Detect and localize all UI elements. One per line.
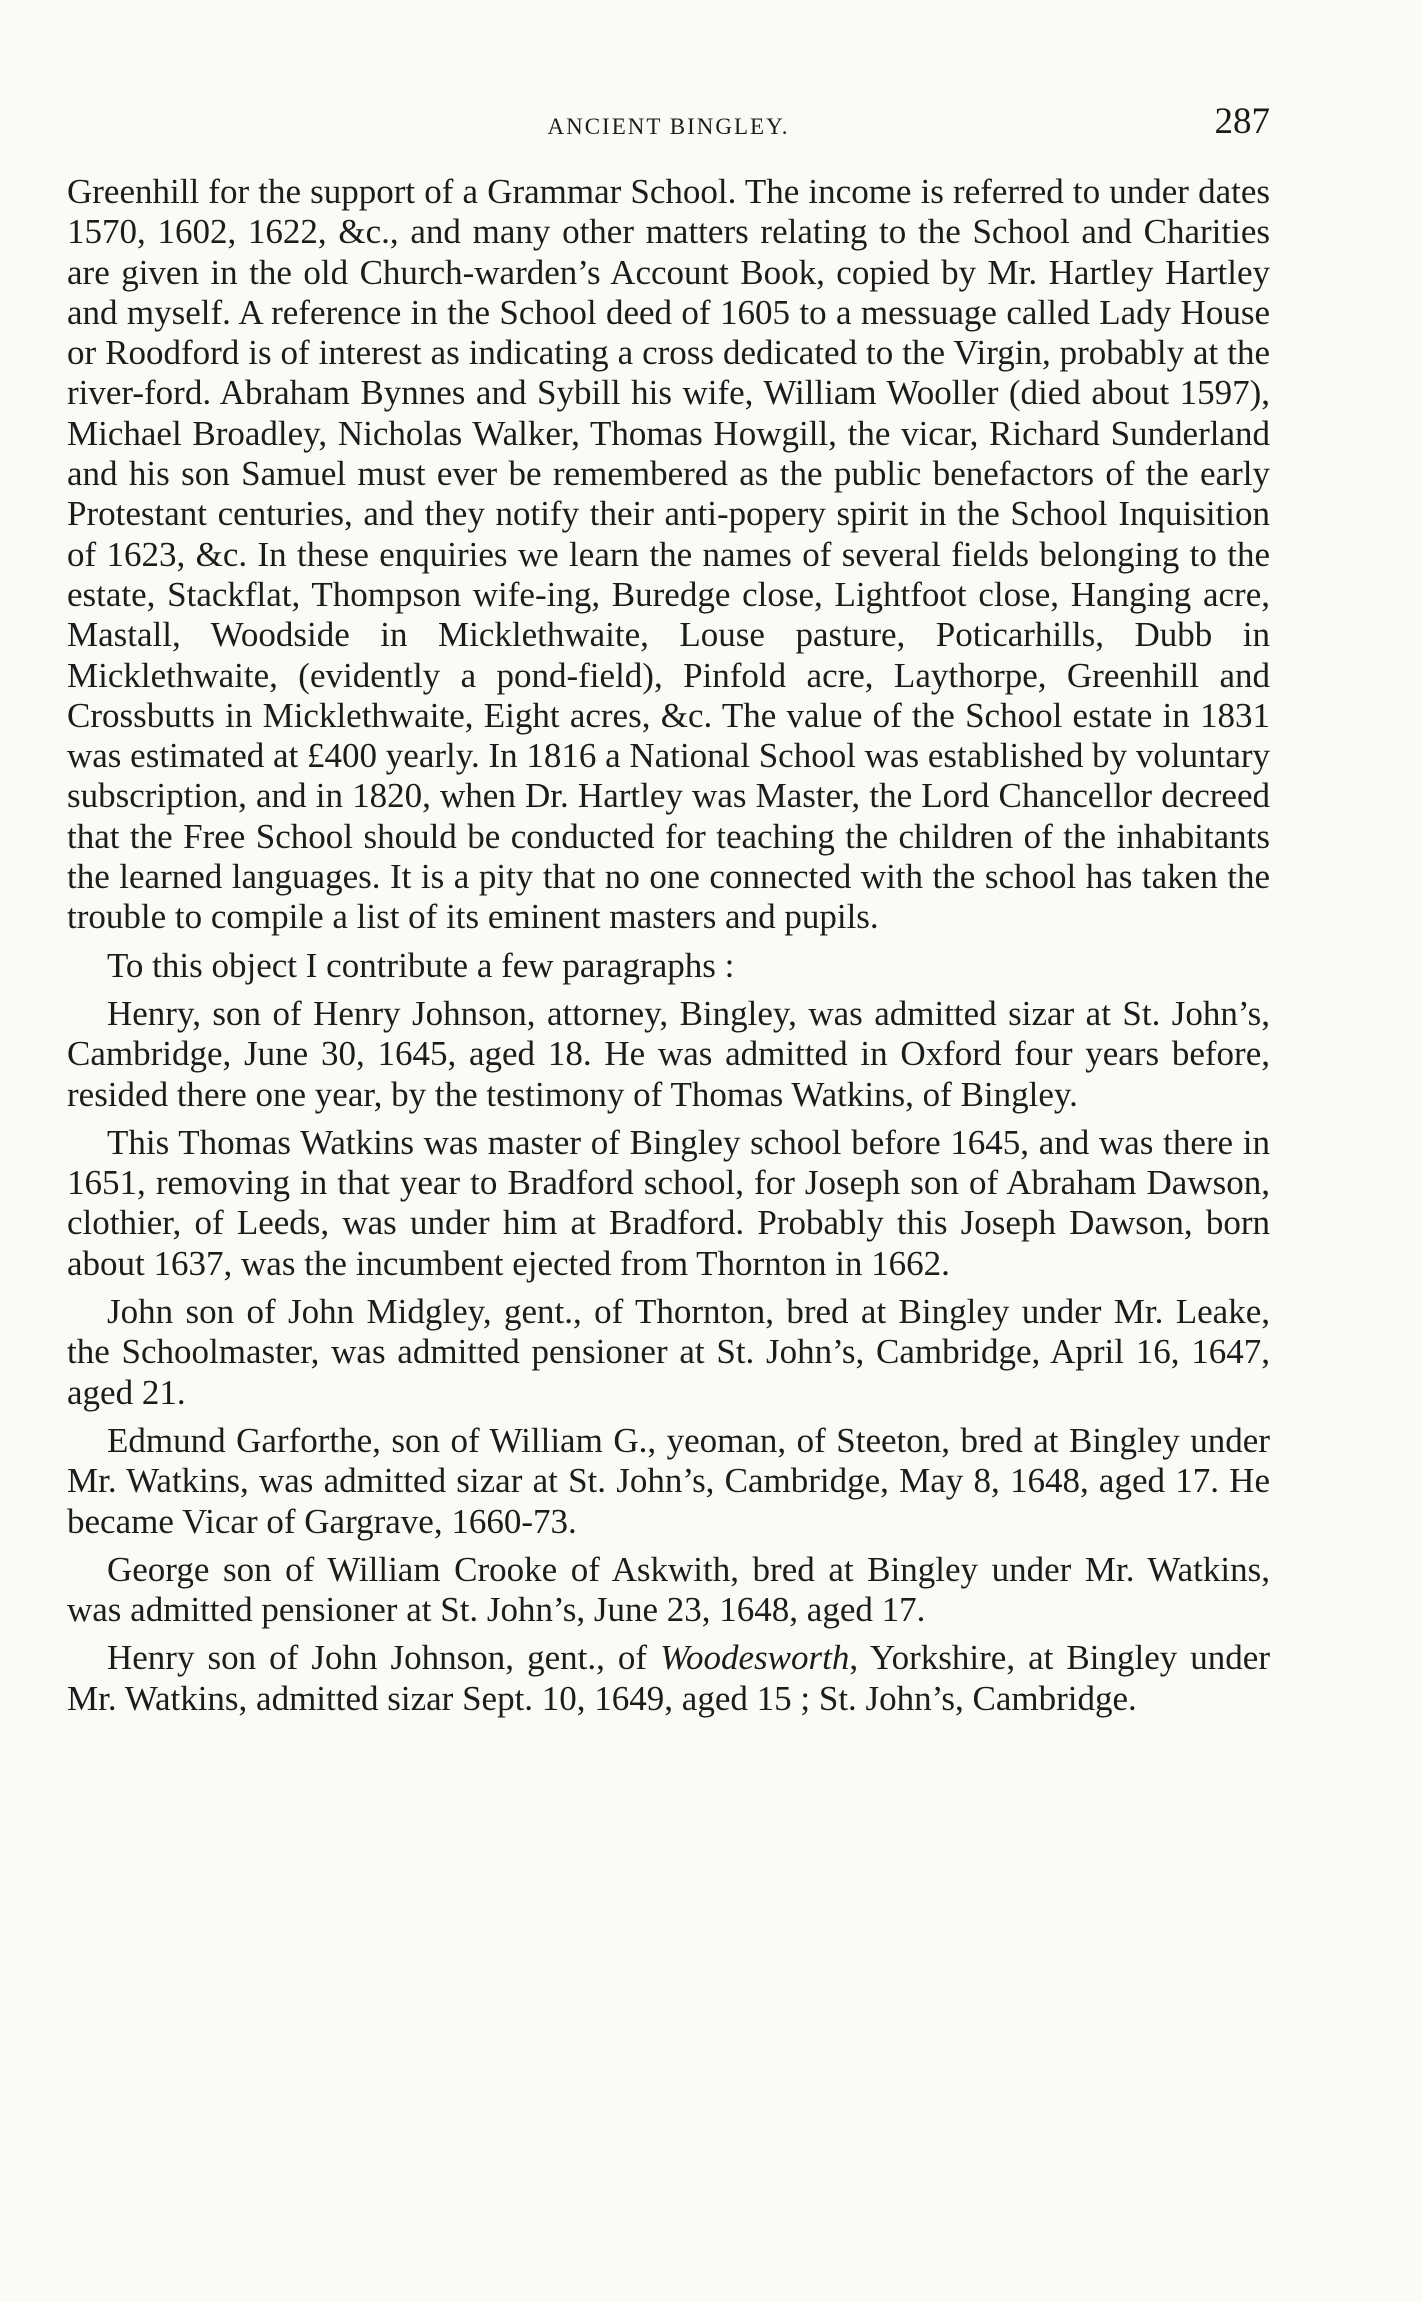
paragraph-henry-son-of-john (67, 1638, 1270, 1719)
running-head: ANCIENT BINGLEY. (547, 114, 790, 139)
paragraph-george-crooke: George son of William Crooke of Askwith, bred at Bingley under Mr. Watkins, was admitted pensioner at St. John’s, June 23, 1648, aged 17. (67, 1549, 1270, 1630)
paragraph-john-midgley: John son of John Midgley, gent., of Thornton, bred at Bingley under Mr. Leake, the Schoolmaster, was admitted pensioner at St. John’s, Cambridge, April 16, 1647, aged 21. (67, 1292, 1270, 1412)
page-header (67, 96, 1270, 146)
paragraph-edmund-garforthe: Edmund Garforthe, son of William G., yeoman, of Steeton, bred at Bingley under Mr. Watkins, was admitted sizar at St. John’s, Cambridge, May 8, 1648, aged 17. He became Vicar of Gargrave, 1660-73. (67, 1420, 1270, 1541)
paragraph-thomas-watkins: This Thomas Watkins was master of Bingley school before 1645, and was there in 1651, removing in that year to Bradford school, for Joseph son of Abraham Dawson, clothier, of Leeds, was under him at Bradford. Probably this Joseph Dawson, born about 1637, was the incumbent ejected from Thornton in 1662. (67, 1122, 1270, 1283)
paragraph-text-start: Henry son of John Johnson, gent., of (107, 1638, 661, 1678)
body-text (67, 172, 1270, 1727)
place-name-italic: Woodesworth (660, 1638, 850, 1678)
paragraph-intro: To this object I contribute a few paragraphs : (107, 945, 735, 985)
paragraph-henry-johnson: Henry, son of Henry Johnson, attorney, Bingley, was admitted sizar at St. John’s, Cambridge, June 30, 1645, aged 18. He was admitted in Oxford four years before, resided there one year, by the testimony of Thomas Watkins, of Bingley. (67, 993, 1270, 1114)
paragraph-text-end: , Yorkshire, at Bingley under Mr. Watkins, admitted sizar Sept. 10, 1649, aged 15 ; St. John’s, Cambridge. (67, 1638, 1270, 1718)
page-number: 287 (1214, 101, 1270, 142)
paragraph-school-history: Greenhill for the support of a Grammar School. The income is referred to under dates 1570, 1602, 1622, &c., and many other matters relating to the School and Charities are given in the old Church-warden’s Account Book, copied by Mr. Hartley Hartley and myself. A reference in the School deed of 1605 to a messuage called Lady House or Roodford is of interest as indicating a cross dedicated to the Virgin, probably at the river-ford. Abraham Bynnes and Sybill his wife, William Wooller (died about 1597), Michael Broadley, Nicholas Walker, Thomas Howgill, the vicar, Richard Sunderland and his son Samuel must ever be remembered as the public benefactors of the early Protestant centuries, and they notify their anti-popery spirit in the School Inquisition of 1623, &c. In these enquiries we learn the names of several fields belonging to the estate, Stackflat, Thompson wife-ing, Buredge close, Lightfoot close, Hanging acre, Mastall, Woodside in Micklethwaite, Louse pasture, Poticarhills, Dubb in Micklethwaite, (evidently a pond-field), Pinfold acre, Laythorpe, Greenhill and Crossbutts in Micklethwaite, Eight acres, &c. The value of the School estate in 1831 was estimated at £400 yearly. In 1816 a National School was established by voluntary subscription, and in 1820, when Dr. Hartley was Master, the Lord Chancellor decreed that the Free School should be conducted for teaching the children of the inhabitants the learned languages. It is a pity that no one connected with the school has taken the trouble to compile a list of its eminent masters and pupils. (67, 172, 1271, 937)
